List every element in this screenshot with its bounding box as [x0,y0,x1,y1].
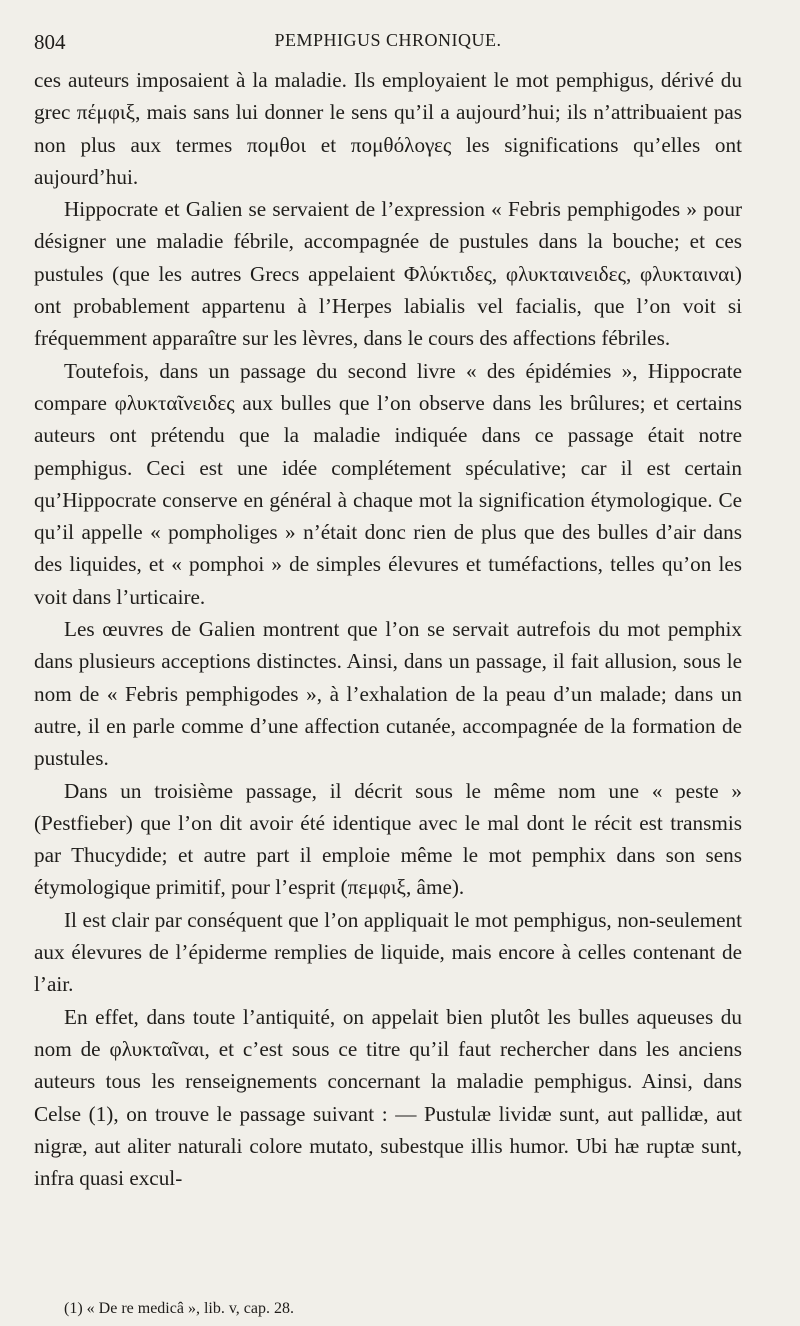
paragraph: Il est clair par conséquent que l’on appliquait le mot pemphigus, non-seulement aux élevures de l’épiderme remplies de liquide, mais encore à celles contenant de l’air. [34,907,742,997]
paragraph: ces auteurs imposaient à la maladie. Ils employaient le mot pemphigus, dérivé du grec πέμφιξ, mais sans lui donner le sens qu’il a aujourd’hui; ils n’attribuaient pas non plus aux termes πομθοι et πομθόλογες les significations qu’elles ont aujourd’hui. [34,68,742,189]
page-body [34,64,742,1194]
paragraph: En effet, dans toute l’antiquité, on appelait bien plutôt les bulles aqueuses du nom de φλυκταῖναι, et c’est sous ce titre qu’il faut rechercher dans les anciens auteurs tous les renseignements concernant la maladie pemphigus. Ainsi, dans Celse (1), on trouve le passage suivant : — Pustulæ lividæ sunt, aut pallidæ, aut nigræ, aut aliter naturali colore mutato, subestque illis humor. Ubi hæ ruptæ sunt, infra quasi excul- [34,1004,742,1191]
paragraph: Hippocrate et Galien se servaient de l’expression « Febris pemphigodes » pour désigner une maladie fébrile, accompagnée de pustules dans la bouche; et ces pustules (que les autres Grecs appelaient Φλύκτιδες, φλυκταινειδες, φλυκταιναι) ont probablement appartenu à l’Herpes labialis vel facialis, que l’on voit si fréquemment apparaître sur les lèvres, dans le cours des affections fébriles. [34,197,742,351]
footnote: (1) « De re medicâ », lib. v, cap. 28. [64,1300,294,1317]
page-number: 804 [34,30,66,54]
running-title: PEMPHIGUS CHRONIQUE. [274,30,502,50]
page-header [34,30,742,58]
footnote-area [34,1300,742,1317]
paragraph: Les œuvres de Galien montrent que l’on se servait autrefois du mot pemphix dans plusieurs acceptions distinctes. Ainsi, dans un passage, il fait allusion, sous le nom de « Febris pemphigodes », à l’exhalation de la peau d’un malade; dans un autre, il en parle comme d’une affection cutanée, accompagnée de la formation de pustules. [34,617,742,771]
paragraph: Dans un troisième passage, il décrit sous le même nom une « peste » (Pestfieber) que l’on dit avoir été identique avec le mal dont le récit est transmis par Thucydide; et autre part il emploie même le mot pemphix dans son sens étymologique primitif, pour l’esprit (πεμφιξ, âme). [34,778,742,900]
paragraph: Toutefois, dans un passage du second livre « des épidémies », Hippocrate compare φλυκταῖνειδες aux bulles que l’on observe dans les brûlures; et certains auteurs ont prétendu que la maladie indiquée dans ce passage était notre pemphigus. Ceci est une idée complétement spéculative; car il est certain qu’Hippocrate conserve en général à chaque mot la signification étymologique. Ce qu’il appelle « pompholiges » n’était donc rien de plus que des bulles d’air dans des liquides, et « pomphoi » de simples élevures et tuméfactions, telles qu’on les voit dans l’urticaire. [34,358,742,609]
